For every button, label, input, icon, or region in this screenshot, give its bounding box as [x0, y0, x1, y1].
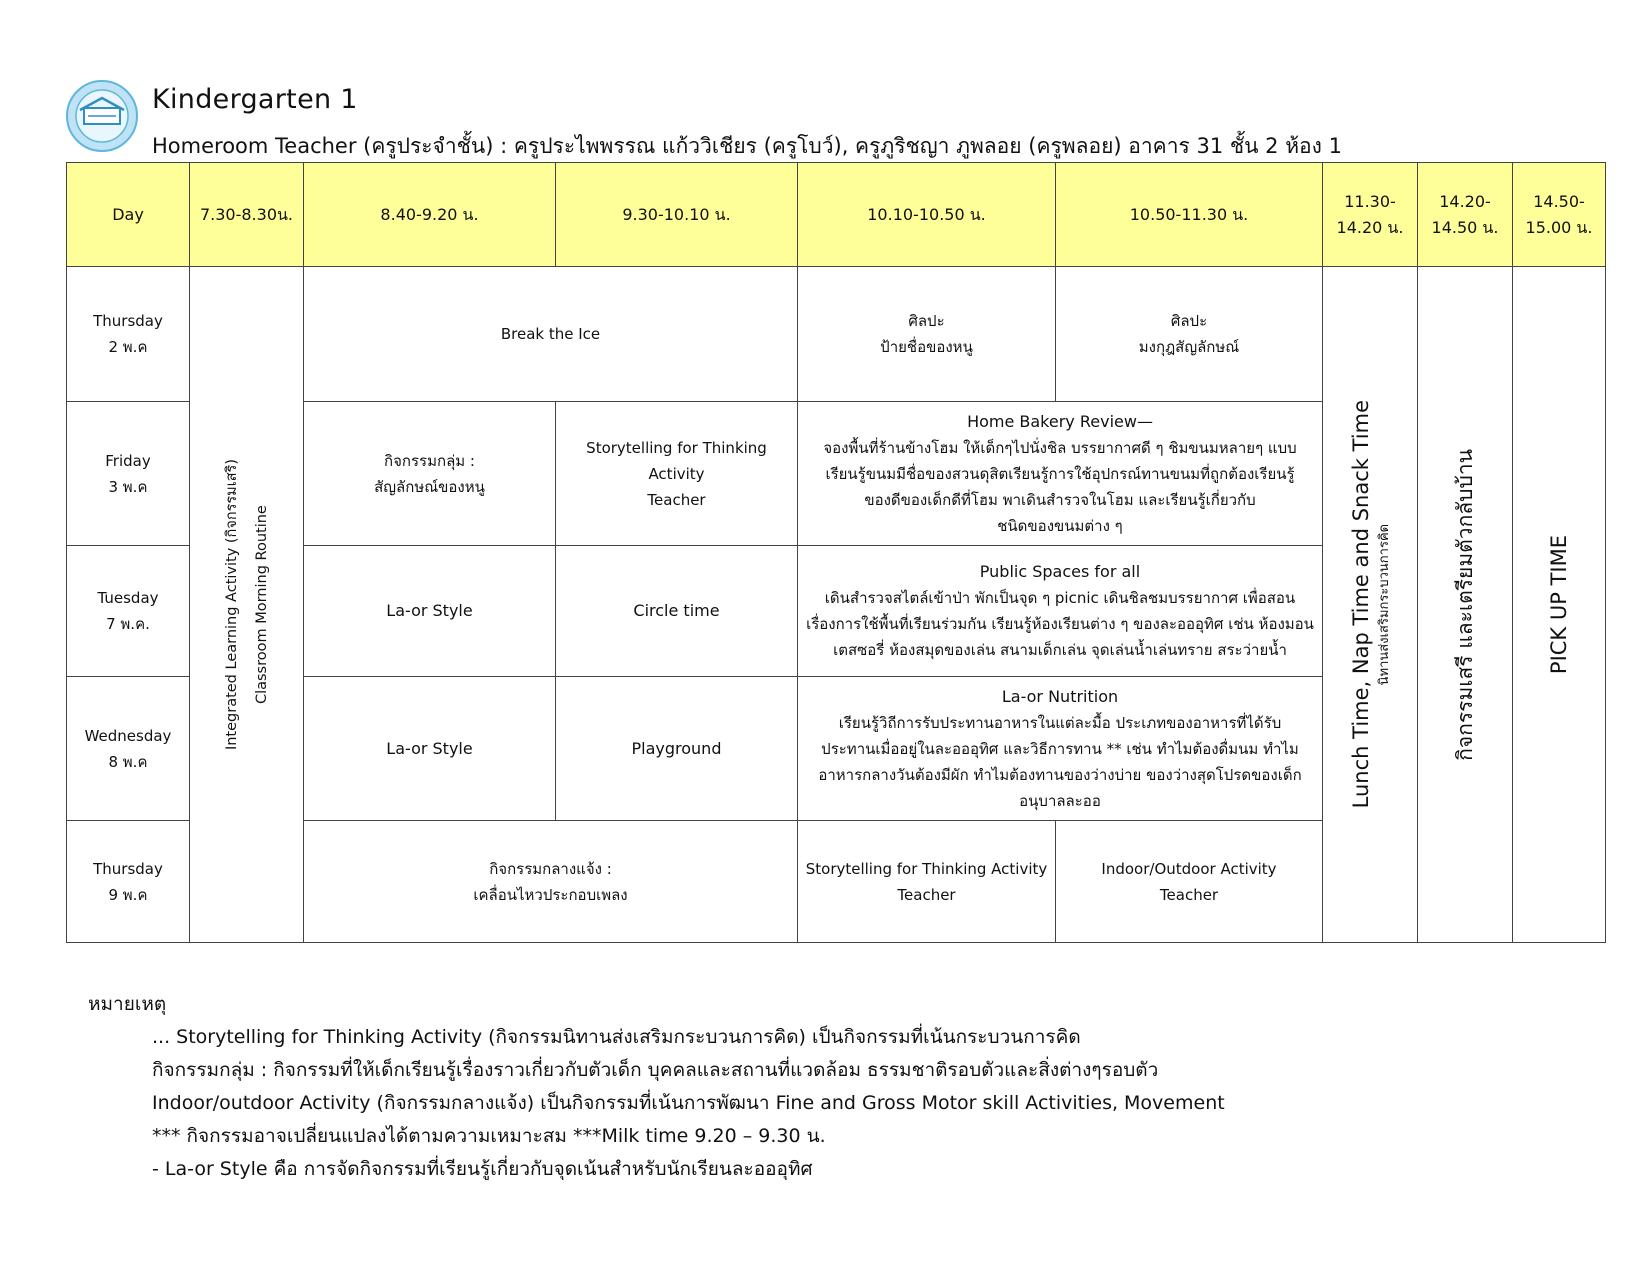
activity-group: กิจกรรมกลุ่ม : สัญลักษณ์ของหนู — [304, 402, 556, 546]
activity-laor-style: La-or Style — [304, 546, 556, 677]
header-day: Day — [67, 163, 190, 267]
header-time-7: 14.20- 14.50 น. — [1418, 163, 1513, 267]
activity-art-name-tag: ศิลปะ ป้ายชื่อของหนู — [798, 267, 1056, 402]
header-row — [67, 163, 1606, 267]
integrated-activity-label: Integrated Learning Activity (กิจกรรมเสริ) — [223, 458, 240, 751]
page-subtitle: Homeroom Teacher (ครูประจำชั้น) : ครูประไพพรรณ แก้ววิเชียร (ครูโบว์), ครูภูริชญา ภูพลอย (ครูพลอย) อาคาร 31 ชั้น 2 ห้อง 1 — [152, 134, 1342, 158]
activity-public-spaces: Public Spaces for all เดินสำรวจสไตล์เข้าป่า พักเป็นจุด ๆ picnic เดินชิลชมบรรยากาศ เพื่อสอน เรื่องการใช้พื้นที่เรียนร่วมกัน เรียนรู้ห้องเรียนต่าง ๆ ของละอออุทิศ เช่น ห้องมอน เตสซอรี่ ห้องสมุดของเล่น สนามเด็กเล่น จุดเล่นน้ำเล่นทราย สระว่ายน้ำ — [798, 546, 1323, 677]
day-cell: Tuesday 7 พ.ค. — [67, 546, 190, 677]
note-line: Indoor/outdoor Activity (กิจกรรมกลางแจ้ง) เป็นกิจกรรมที่เน้นการพัฒนา Fine and Gross Motor skill Activities, Movement — [152, 1092, 1225, 1114]
note-line: กิจกรรมกลุ่ม : กิจกรรมที่ให้เด็กเรียนรู้เรื่องราวเกี่ยวกับตัวเด็ก บุคคลและสถานที่แวดล้อม ธรรมชาติรอบตัวและสิ่งต่างๆรอบตัว — [152, 1059, 1159, 1081]
note-line: ... Storytelling for Thinking Activity (กิจกรรมนิทานส่งเสริมกระบวนการคิด) เป็นกิจกรรมที่เน้นกระบวนการคิด — [152, 1026, 1081, 1048]
header-time-1: 7.30-8.30น. — [190, 163, 304, 267]
activity-outdoor-movement: กิจกรรมกลางแจ้ง : เคลื่อนไหวประกอบเพลง — [304, 821, 798, 943]
activity-art-crown: ศิลปะ มงกุฎสัญลักษณ์ — [1056, 267, 1323, 402]
notes-section — [88, 988, 1225, 1186]
morning-routine-label: Classroom Morning Routine — [253, 505, 270, 704]
free-activity-label: กิจกรรมเสรี และเตรียมตัวกลับบ้าน — [1453, 448, 1477, 761]
note-line: *** กิจกรรมอาจเปลี่ยนแปลงได้ตามความเหมาะสม ***Milk time 9.20 – 9.30 น. — [152, 1125, 826, 1147]
lunch-label: Lunch Time, Nap Time and Snack Time — [1349, 400, 1373, 809]
header-time-4: 10.10-10.50 น. — [798, 163, 1056, 267]
header-time-5: 10.50-11.30 น. — [1056, 163, 1323, 267]
day-cell: Wednesday 8 พ.ค — [67, 677, 190, 821]
notes-heading: หมายเหตุ — [88, 993, 167, 1015]
schedule-table — [66, 162, 1606, 943]
table-row — [67, 267, 1606, 402]
day-cell: Thursday 9 พ.ค — [67, 821, 190, 943]
activity-laor-nutrition: La-or Nutrition เรียนรู้วิถีการรับประทานอาหารในแต่ละมื้อ ประเภทของอาหารที่ได้รับ ประทานเมื่ออยู่ในละอออุทิศ และวิธีการทาน ** เช่น ทำไมต้องดื่มนม ทำไม อาหารกลางวันต้องมีผัก ทำไมต้องทานของว่างบ่าย ของว่างสุดโปรดของเด็ก อนุบาลละออ — [798, 677, 1323, 821]
free-activity-cell — [1418, 267, 1513, 943]
lunch-cell — [1323, 267, 1418, 943]
page-title: Kindergarten 1 — [152, 84, 358, 115]
header-time-6: 11.30- 14.20 น. — [1323, 163, 1418, 267]
lunch-sub-label: นิทานส่งเสริมกระบวนการคิด — [1377, 523, 1392, 686]
activity-storytelling: Storytelling for Thinking Activity Teacher — [556, 402, 798, 546]
header-time-2: 8.40-9.20 น. — [304, 163, 556, 267]
day-cell: Friday 3 พ.ค — [67, 402, 190, 546]
activity-storytelling: Storytelling for Thinking Activity Teacher — [798, 821, 1056, 943]
activity-indoor-outdoor: Indoor/Outdoor Activity Teacher — [1056, 821, 1323, 943]
note-line: - La-or Style คือ การจัดกิจกรรมที่เรียนรู้เกี่ยวกับจุดเน้นสำหรับนักเรียนละอออุทิศ — [152, 1158, 813, 1180]
activity-circle-time: Circle time — [556, 546, 798, 677]
activity-laor-style: La-or Style — [304, 677, 556, 821]
activity-playground: Playground — [556, 677, 798, 821]
pickup-cell — [1513, 267, 1606, 943]
integrated-activity-cell — [190, 267, 304, 943]
pickup-label: PICK UP TIME — [1547, 534, 1571, 675]
activity-home-bakery: Home Bakery Review— จองพื้นที่ร้านข้างโฮม ให้เด็กๆไปนั่งชิล บรรยากาศดี ๆ ชิมขนมหลายๆ แบบ เรียนรู้ขนมมีชื่อของสวนดุสิตเรียนรู้การใช้อุปกรณ์ทานขนมที่ถูกต้องเรียนรู้ ของดีของเด็กดีที่โฮม พาเดินสำรวจในโฮม และเรียนรู้เกี่ยวกับ ชนิดของขนมต่าง ๆ — [798, 402, 1323, 546]
activity-break-ice: Break the Ice — [304, 267, 798, 402]
header-time-3: 9.30-10.10 น. — [556, 163, 798, 267]
school-logo — [66, 80, 138, 152]
header-time-8: 14.50- 15.00 น. — [1513, 163, 1606, 267]
day-cell: Thursday 2 พ.ค — [67, 267, 190, 402]
